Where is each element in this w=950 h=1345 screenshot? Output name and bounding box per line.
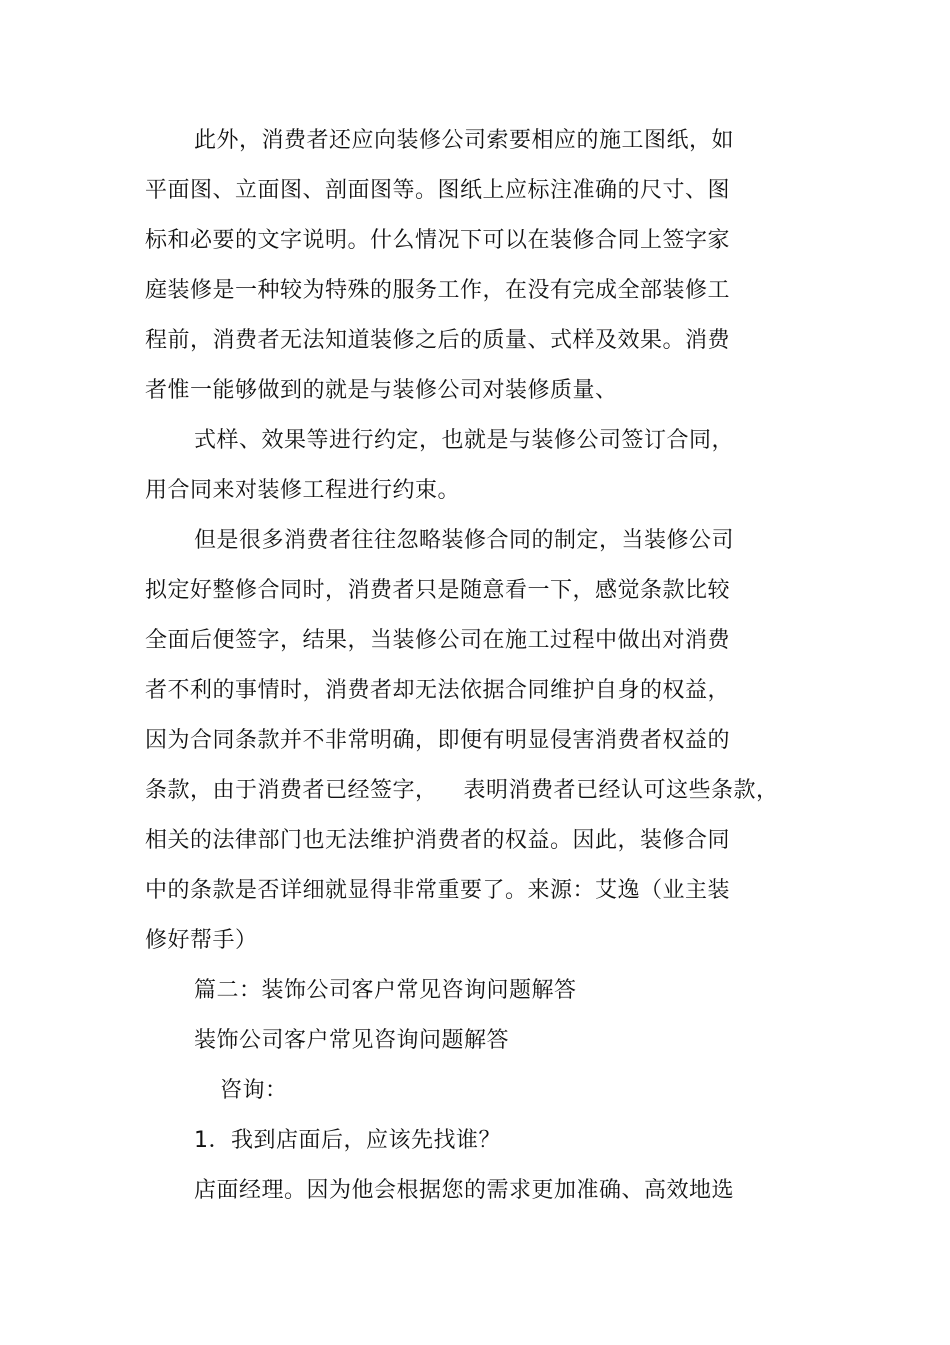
paragraph-line: 标和必要的文字说明。什么情况下可以在装修合同上签字家 (145, 228, 731, 253)
paragraph-line: 庭装修是一种较为特殊的服务工作，在没有完成全部装修工 (145, 278, 731, 303)
consult-label: 咨询： (220, 1078, 288, 1103)
line-segment: 表明消费者已经认可这些条款， (463, 778, 779, 803)
line-segment: 条款，由于消费者已经签字， (145, 778, 438, 803)
subheading: 装饰公司客户常见咨询问题解答 (194, 1028, 510, 1053)
paragraph-line: 式样、效果等进行约定，也就是与装修公司签订合同， (194, 428, 735, 453)
paragraph-line: 用合同来对装修工程进行约束。 (145, 478, 461, 503)
paragraph-line: 此外，消费者还应向装修公司索要相应的施工图纸，如 (194, 128, 735, 153)
paragraph-line: 拟定好整修合同时，消费者只是随意看一下，感觉条款比较 (145, 578, 731, 603)
paragraph-line: 因为合同条款并不非常明确，即便有明显侵害消费者权益的 (145, 728, 731, 753)
paragraph-line: 者不利的事情时，消费者却无法依据合同维护自身的权益， (145, 678, 731, 703)
answer-line: 店面经理。因为他会根据您的需求更加准确、高效地选 (194, 1178, 735, 1203)
paragraph-line (145, 776, 779, 806)
paragraph-line: 平面图、立面图、剖面图等。图纸上应标注准确的尺寸、图 (145, 178, 731, 203)
section-heading: 篇二：装饰公司客户常见咨询问题解答 (194, 978, 577, 1003)
paragraph-line: 程前，消费者无法知道装修之后的质量、式样及效果。消费 (145, 328, 731, 353)
paragraph-line: 者惟一能够做到的就是与装修公司对装修质量、 (145, 378, 618, 403)
paragraph-line: 相关的法律部门也无法维护消费者的权益。因此，装修合同 (145, 828, 731, 853)
paragraph-line: 中的条款是否详细就显得非常重要了。来源：艾逸（业主装 (145, 878, 731, 903)
paragraph-line: 但是很多消费者往往忽略装修合同的制定，当装修公司 (194, 528, 735, 553)
paragraph-line: 全面后便签字，结果，当装修公司在施工过程中做出对消费 (145, 628, 731, 653)
paragraph-line: 修好帮手） (145, 928, 258, 953)
question-item: 1．我到店面后，应该先找谁？ (194, 1128, 501, 1153)
